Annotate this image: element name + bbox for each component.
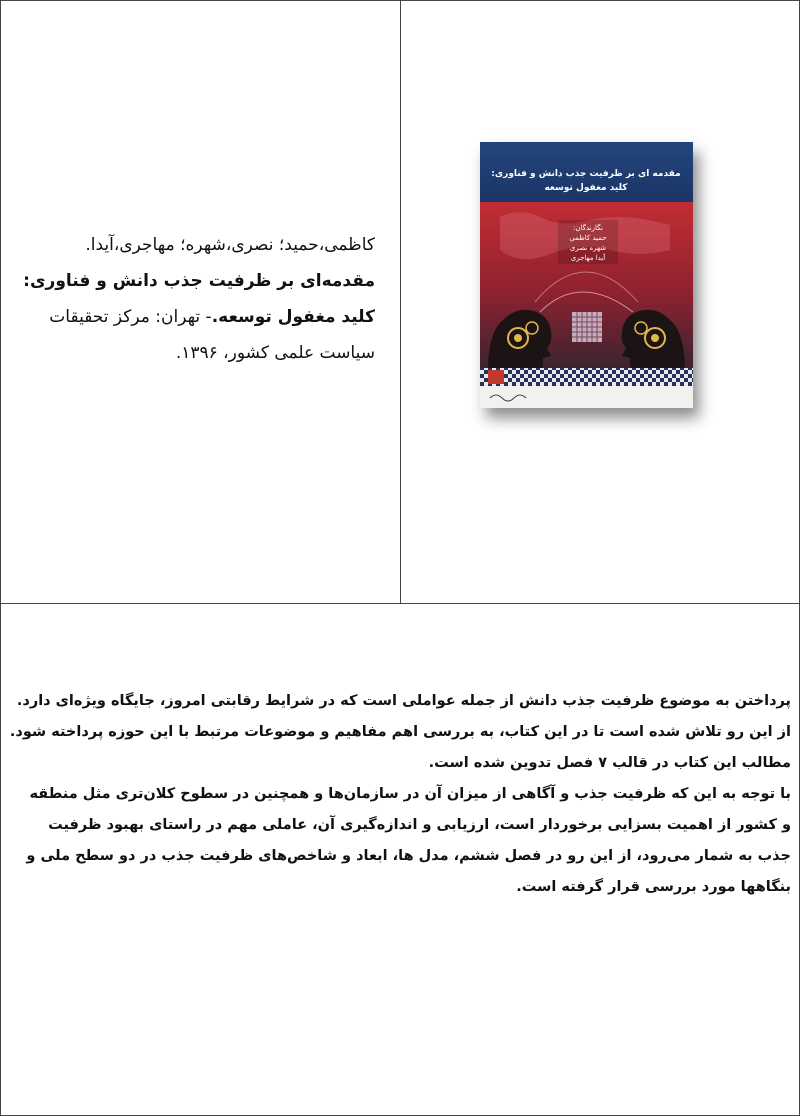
cover-authors-label: نگارندگان: xyxy=(573,224,603,232)
abstract-line-3: مطالب این کتاب در قالب ۷ فصل تدوین شده است. xyxy=(428,755,791,771)
abstract-line-5: و کشور از اهمیت بسزایی برخوردار است، ارزیابی و اندازه‌گیری آن، عاملی مهم در راستای بهبود ظرفیت xyxy=(48,817,791,833)
abstract-line-6: جذب به شمار می‌رود، از این رو در فصل ششم، مدل ها، ابعاد و شاخص‌های ظرفیت جذب در دو سطح ملی و xyxy=(26,848,791,864)
citation-publisher-line2: سیاست علمی کشور، ۱۳۹۶. xyxy=(175,343,375,363)
citation-authors: کاظمی،حمید؛ نصری،شهره؛ مهاجری،آیدا. xyxy=(85,235,375,255)
book-cover-art xyxy=(480,142,693,408)
cover-author-1: حمید کاظمی xyxy=(569,234,607,242)
abstract-line-4: با توجه به این که ظرفیت جذب و آگاهی از میزان آن در سازمان‌ها و همچنین در سطوح کلان‌تری مثل منطقه xyxy=(29,786,791,802)
citation-title-line2: کلید مغفول توسعه. xyxy=(211,307,375,327)
abstract-line-7: بنگاهها مورد بررسی قرار گرفته است. xyxy=(516,879,791,895)
cover-title-line1: مقدمه ای بر ظرفیت جذب دانش و فناوری: xyxy=(491,169,681,179)
cover-cell xyxy=(401,1,799,603)
book-cover-image xyxy=(480,142,693,408)
citation-publisher-line1: - تهران: مرکز تحقیقات xyxy=(49,307,212,327)
citation xyxy=(15,227,375,371)
cover-title-line2: کلید مغفول توسعه xyxy=(544,183,628,193)
abstract xyxy=(1,686,791,903)
citation-cell xyxy=(1,1,400,603)
abstract-line-2: از این رو تلاش شده است تا در این کتاب، به بررسی اهم مفاهیم و موضوعات مرتبط با این حوزه پرداخته شود. xyxy=(9,724,791,740)
abstract-line-1: پرداختن به موضوع ظرفیت جذب دانش از جمله عواملی است که در شرایط رقابتی امروز، جایگاه ویژه‌ای دارد. xyxy=(16,693,791,709)
citation-title-line1: مقدمه‌ای بر ظرفیت جذب دانش و فناوری: xyxy=(23,271,375,291)
cover-author-2: شهره نصری xyxy=(569,244,607,252)
horizontal-divider xyxy=(1,603,799,604)
cover-author-3: آیدا مهاجری xyxy=(570,254,606,262)
